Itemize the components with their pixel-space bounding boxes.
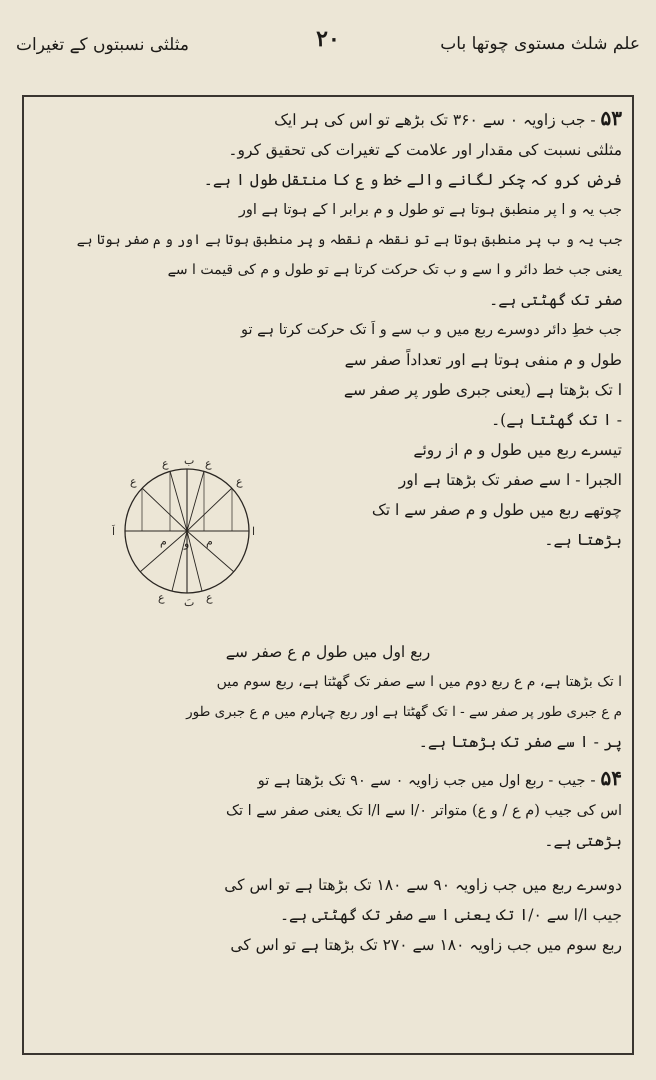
- text-line: ربع سوم میں جب زاویہ ۱۸۰ سے ۲۷۰ تک بڑھتا ہے تو اس کی: [230, 936, 622, 954]
- text-line: ۵۳ - جب زاویہ ۰ سے ۳۶۰ تک بڑھے تو اس کی ہر ایک: [274, 106, 622, 130]
- text-line: م ع جبری طور پر صفر سے - ا تک گھٹتا ہے اور ربع چہارم میں م ع جبری طور: [186, 704, 622, 720]
- running-header: [14, 26, 642, 62]
- diagram-label: و: [184, 537, 190, 550]
- diagram-label: ع: [162, 457, 169, 470]
- text-line: بڑھتی ہے۔: [544, 832, 622, 850]
- diagram-label: ع: [205, 457, 212, 470]
- diagram-label: م: [206, 535, 213, 548]
- text-line: ربع اول میں طول م ع صفر سے: [225, 643, 431, 661]
- text-line: یعنی جب خط دائر و ا سے و ب تک حرکت کرتا ہے تو طول و م کی قیمت ا سے: [167, 262, 622, 278]
- content-frame: [22, 95, 634, 1055]
- text-line: الجبرا - ا سے صفر تک بڑھتا ہے اور: [398, 471, 622, 489]
- diagram-label: ب: [184, 455, 195, 467]
- text-line: اس کی جیب (م ع / و ع) متواتر ۰/ا سے ا/ا تک یعنی صفر سے ا تک: [226, 803, 622, 819]
- text-line-content: جب زاویہ ۰ سے ۳۶۰ تک بڑھے تو اس کی ہر ایک: [274, 111, 586, 129]
- text-line: جیب ا/ا سے ۰/ا تک یعنی ا سے صفر تک گھٹتی ہے۔: [279, 906, 622, 924]
- section-53-continuation: [34, 637, 622, 960]
- text-line: جب یہ و ب پر منطبق ہوتا ہے تو نقطہ م نقطہ و پر منطبق ہوتا ہے اور و م صفر ہوتا ہے: [76, 232, 622, 248]
- diagram-label: ع: [158, 591, 165, 604]
- text-line: ا تک بڑھتا ہے (یعنی جبری طور پر صفر سے: [343, 381, 622, 399]
- text-line: فرض کرو کہ چکر لگانے والے خط و ع کا منتقل طول ا ہے۔: [203, 171, 622, 189]
- circle-figure: [102, 455, 272, 607]
- text-line: - ا تک گھٹتا ہے)۔: [491, 411, 622, 429]
- text-line: جب خطِ دائر دوسرے ربع میں و ب سے و اَ تک حرکت کرتا ہے تو: [241, 322, 622, 338]
- diagram-label: ع: [130, 475, 137, 488]
- section-number: ۵۳: [600, 106, 622, 130]
- diagram-label: اَ: [112, 525, 116, 538]
- text-line: تیسرے ربع میں طول و م از روئے: [413, 441, 622, 459]
- text-line: چوتھے ربع میں طول و م صفر سے ا تک: [371, 501, 622, 519]
- diagram-label: م: [160, 535, 167, 548]
- text-line: دوسرے ربع میں جب زاویہ ۹۰ سے ۱۸۰ تک بڑھتا ہے تو اس کی: [224, 876, 622, 894]
- diagram-label: ع: [206, 591, 213, 604]
- page-number: ۲۰: [316, 26, 340, 52]
- unit-circle-diagram: [102, 455, 272, 607]
- diagram-label: ع: [236, 475, 243, 488]
- diagram-label: ا: [252, 525, 256, 538]
- diagram-label: بَ: [184, 596, 195, 607]
- text-line: بڑھتا ہے۔: [544, 531, 622, 549]
- text-line: پر - ا سے صفر تک بڑھتا ہے۔: [418, 733, 622, 751]
- section-number: ۵۴: [600, 766, 622, 790]
- text-line: ۵۴ - جیب - ربع اول میں جب زاویہ ۰ سے ۹۰ تک بڑھتا ہے تو: [257, 766, 622, 790]
- text-line: ا تک بڑھتا ہے، م ع ربع دوم میں ا سے صفر تک گھٹتا ہے، ربع سوم میں: [216, 674, 622, 690]
- text-line-content: جیب - ربع اول میں جب زاویہ ۰ سے ۹۰ تک بڑھتا ہے تو: [257, 773, 586, 789]
- text-line: صفر تک گھٹتی ہے۔: [489, 291, 622, 309]
- header-chapter-title: علم شلث مستوی چوتھا باب: [440, 34, 640, 54]
- header-section-title: مثلثی نسبتوں کے تغیرات: [16, 35, 190, 55]
- text-line: طول و م منفی ہوتا ہے اور تعداداً صفر سے: [344, 351, 622, 369]
- text-line: جب یہ و ا پر منطبق ہوتا ہے تو طول و م برابر ا کے ہوتا ہے اور: [238, 202, 622, 218]
- text-line: مثلثی نسبت کی مقدار اور علامت کے تغیرات کی تحقیق کرو۔: [228, 141, 622, 159]
